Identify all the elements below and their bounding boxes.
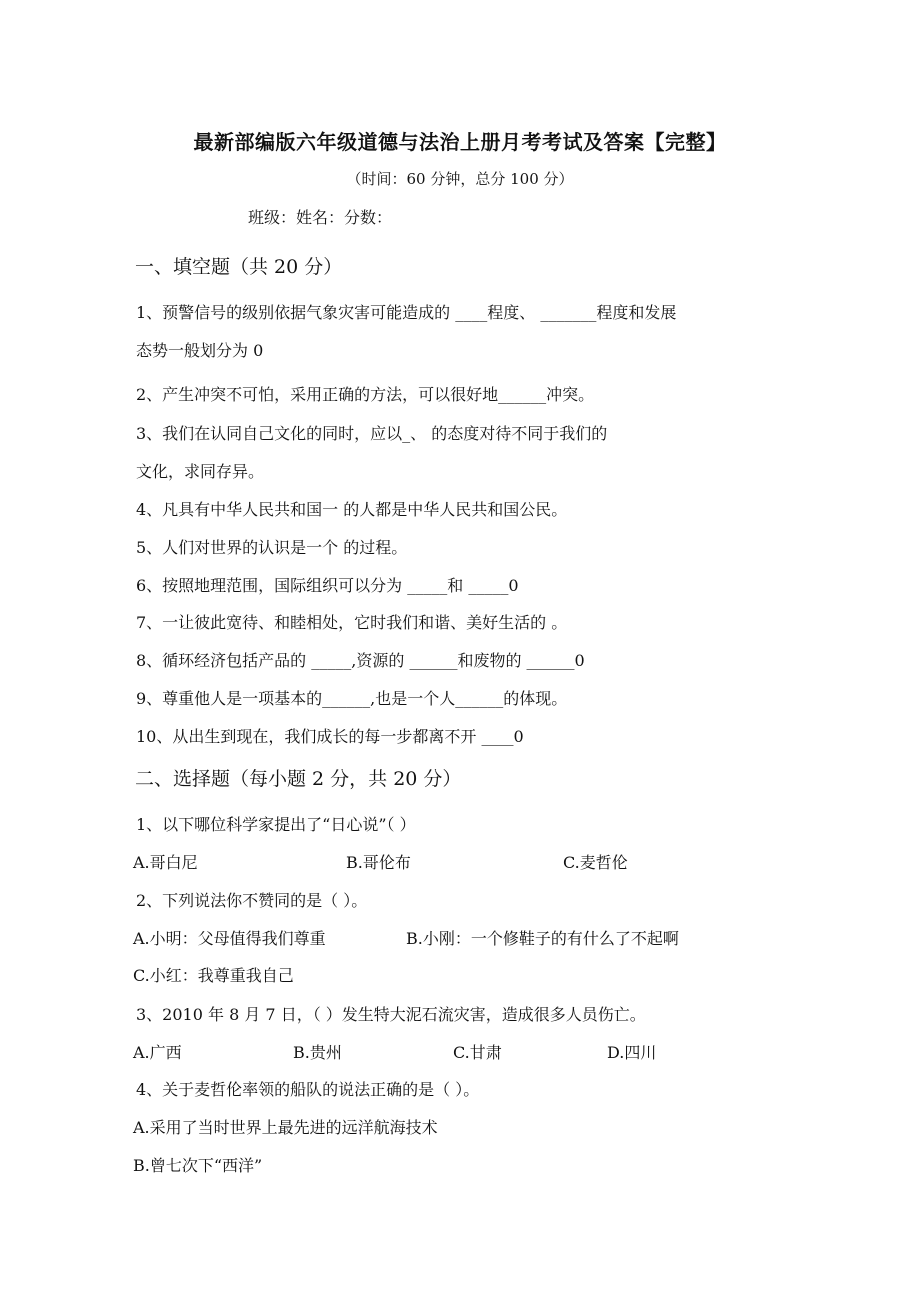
question-line: 2、产生冲突不可怕，采用正确的方法，可以很好地______冲突。: [136, 385, 595, 404]
question-line: 6、按照地理范围，国际组织可以分为 _____和 _____0: [136, 576, 519, 595]
option-c: C.甘肃: [453, 1043, 502, 1062]
student-info-line: 班级：姓名：分数：: [248, 208, 393, 227]
question-line: 1、预警信号的级别依据气象灾害可能造成的 ____程度、 _______程度和发展: [136, 303, 677, 322]
question-line: 5、人们对世界的认识是一个 的过程。: [136, 538, 408, 557]
option-b: B.小刚：一个修鞋子的有什么了不起啊: [406, 929, 679, 948]
question-line: 10、从出生到现在，我们成长的每一步都离不开 ____0: [136, 727, 524, 746]
question-stem: 1、以下哪位科学家提出了“日心说”（ ）: [136, 815, 416, 834]
question-stem: 3、2010 年 8 月 7 日，（ ）发生特大泥石流灾害，造成很多人员伤亡。: [136, 1005, 646, 1024]
question-line: 7、一让彼此宽待、和睦相处，它时我们和谐、美好生活的 。: [136, 613, 568, 632]
question-stem: 4、关于麦哲伦率领的船队的说法正确的是（ ）。: [136, 1080, 480, 1099]
question-line: 4、凡具有中华人民共和国一 的人都是中华人民共和国公民。: [136, 500, 568, 519]
question-line: 9、尊重他人是一项基本的______,也是一个人______的体现。: [136, 689, 568, 708]
page-title: 最新部编版六年级道德与法治上册月考考试及答案【完整】: [193, 130, 727, 154]
option-b: B.贵州: [293, 1043, 342, 1062]
question-line: 3、我们在认同自己文化的同时，应以_、 的态度对待不同于我们的: [136, 424, 608, 443]
option-c: C.小红：我尊重我自己: [133, 966, 294, 985]
section-heading-fill-blank: 一、填空题（共 20 分）: [135, 256, 343, 278]
option-b: B.曾七次下“西洋”: [133, 1156, 263, 1175]
option-a: A.哥白尼: [133, 853, 198, 872]
option-a: A.小明：父母值得我们尊重: [133, 929, 326, 948]
question-line: 8、循环经济包括产品的 _____,资源的 ______和废物的 ______0: [136, 651, 585, 670]
exam-time-info: （时间：60 分钟，总分 100 分）: [346, 170, 574, 188]
option-b: B.哥伦布: [346, 853, 411, 872]
question-stem: 2、下列说法你不赞同的是（ ）。: [136, 891, 368, 910]
option-c: C.麦哲伦: [563, 853, 628, 872]
option-a: A.采用了当时世界上最先进的远洋航海技术: [133, 1118, 438, 1137]
question-line: 态势一般划分为 0: [136, 341, 264, 360]
question-line: 文化，求同存异。: [136, 462, 265, 481]
section-heading-multiple-choice: 二、选择题（每小题 2 分，共 20 分）: [135, 768, 462, 790]
option-a: A.广西: [133, 1043, 182, 1062]
option-d: D.四川: [607, 1043, 657, 1062]
